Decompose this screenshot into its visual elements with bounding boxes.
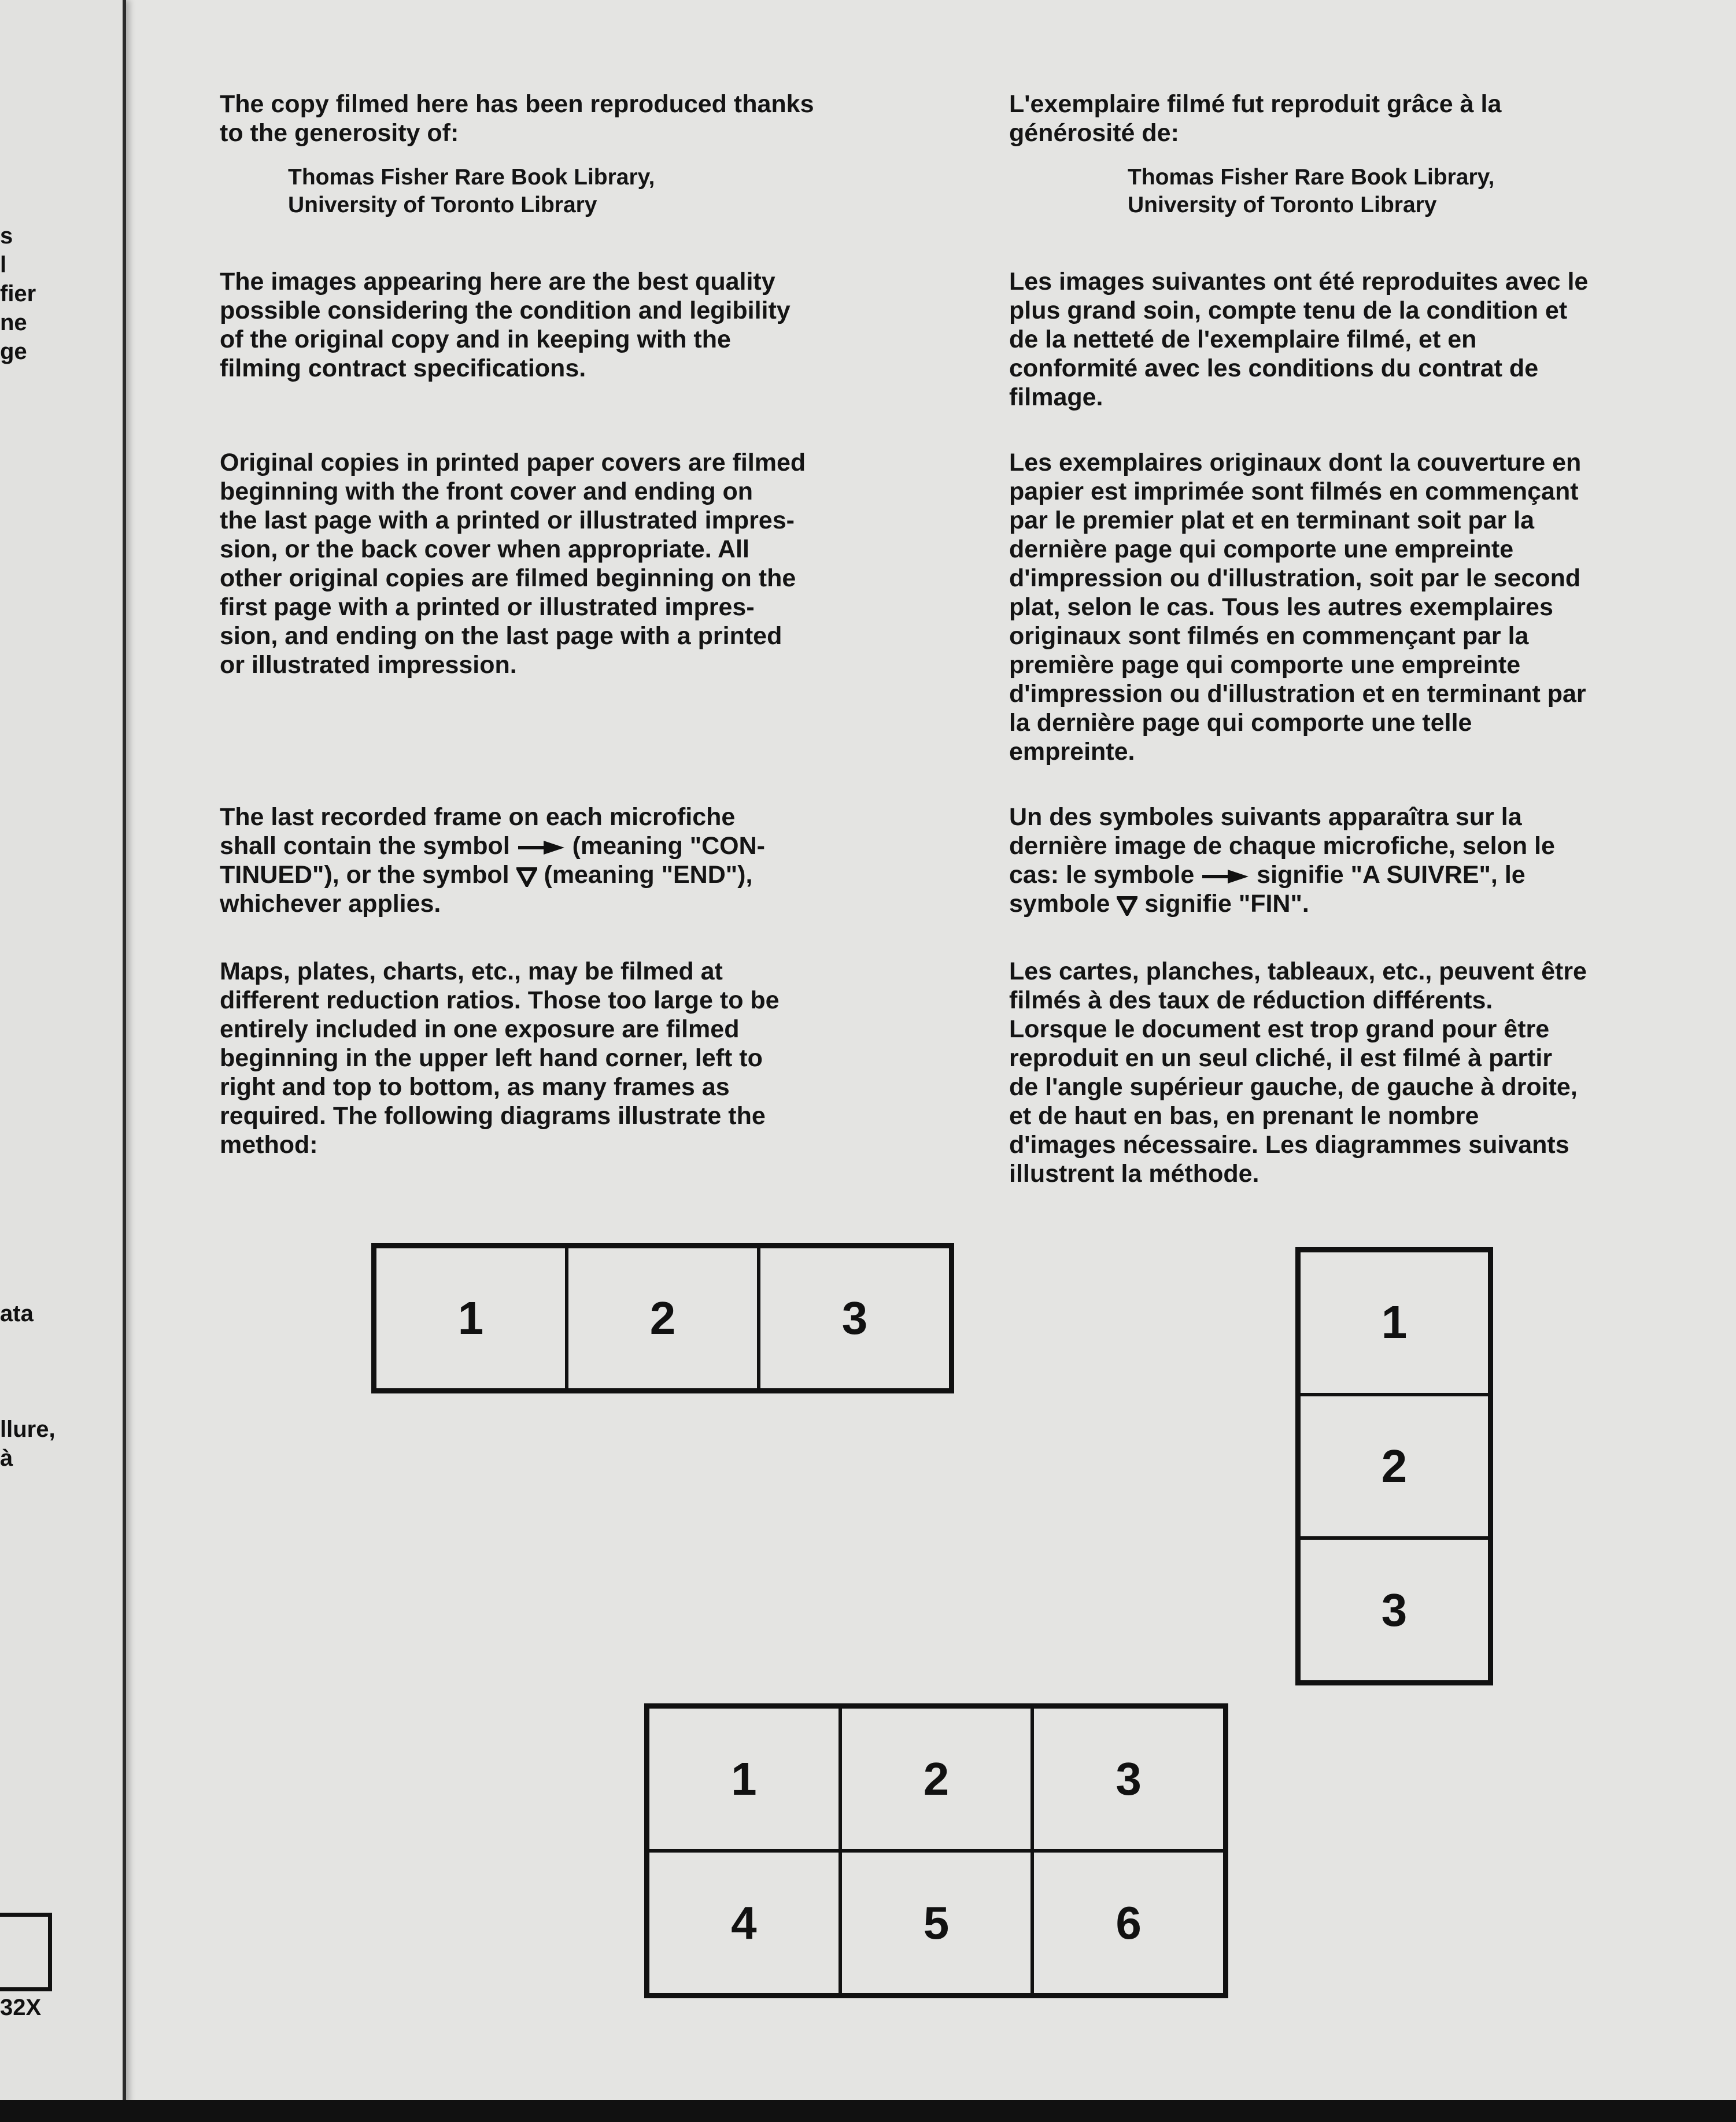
fr-image-quality: Les images suivantes ont été reproduites avec le plus grand soin, compte tenu de la condition et de la netteté de l'exemplaire filmé, et en conformité avec les conditions du contrat de filmage. <box>1009 268 1589 411</box>
strip-fragment: s <box>0 223 13 249</box>
en-maps-plates: Maps, plates, charts, etc., may be filmed at different reduction ratios. Those too large to be entirely included in one exposure are filmed beginning in the upper left hand corner, left to right and top to bottom, as many frames as required. The following diagrams illustrate the method: <box>220 958 780 1159</box>
diagram-six-frames <box>644 1703 1228 1998</box>
frame-cell: 2 <box>567 1247 759 1390</box>
frame-cell: 2 <box>1299 1395 1490 1539</box>
strip-fragment: llure, <box>0 1417 56 1442</box>
strip-fragment: l <box>0 252 7 278</box>
diagram-vertical-frames <box>1295 1247 1493 1685</box>
fr-maps-plates: Les cartes, planches, tableaux, etc., peuvent être filmés à des taux de réduction différents. Lorsque le document est trop grand pour être reproduit en un seul cliché, il est filmé à partir de l'angle supérieur gauche, de gauche à droite, et de haut en bas, en prenant le nombre d'images nécessaire. Les diagrammes suivants illustrent la méthode. <box>1009 958 1587 1188</box>
strip-fragment: fier <box>0 281 36 306</box>
en-original-copies: Original copies in printed paper covers are filmed beginning with the front cover and ending on the last page with a printed or illustrated impres- sion, or the back cover when appropriate. All other original copies are filmed beginning on the first page with a printed or illustrated impres- sion, and ending on the last page with a printed or illustrated impression. <box>220 449 806 679</box>
strip-fragment: à <box>0 1446 13 1471</box>
strip-fragment: ne <box>0 310 27 335</box>
fr-symbols: Un des symboles suivants apparaîtra sur la dernière image de chaque microfiche, selon le cas: le symbole signifie "A SUIVRE", le symbole signifie "FIN". <box>1009 803 1555 918</box>
frame-cell: 1 <box>648 1707 840 1851</box>
frame-cell: 3 <box>1299 1538 1490 1682</box>
en-image-quality: The images appearing here are the best quality possible considering the condition and legibility of the original copy and in keeping with the filming contract specifications. <box>220 268 791 382</box>
frame-cell: 5 <box>840 1851 1033 1995</box>
arrow-icon <box>1201 868 1250 885</box>
frame-cell: 6 <box>1032 1851 1225 1995</box>
en-acknowledgement: The copy filmed here has been reproduced thanks to the generosity of: <box>220 90 814 147</box>
strip-fragment: ata <box>0 1301 34 1326</box>
frame-cell: 1 <box>1299 1251 1490 1395</box>
strip-fragment: ge <box>0 339 27 364</box>
film-edge-bar <box>0 2100 1736 2122</box>
en-symbols: The last recorded frame on each microfiche shall contain the symbol (meaning "CON- TINUED"), or the symbol (meaning "END"), whichever applies. <box>220 803 765 918</box>
strip-box-frame <box>0 1913 52 1991</box>
frame-cell: 4 <box>648 1851 840 1995</box>
arrow-icon <box>517 839 566 856</box>
fr-acknowledgement: L'exemplaire filmé fut reproduit grâce à la générosité de: <box>1009 90 1502 147</box>
fr-original-copies: Les exemplaires originaux dont la couverture en papier est imprimée sont filmés en commençant par le premier plat et en terminant soit par la dernière page qui comporte une empreinte d'impression ou d'illustration, soit par le second plat, selon le cas. Tous les autres exemplaires originaux sont filmés en commençant par la première page qui comporte une empreinte d'impression ou d'illustration et en terminant par la dernière page qui comporte une telle empreinte. <box>1009 449 1586 766</box>
frame-cell: 1 <box>375 1247 567 1390</box>
adjacent-page-strip <box>0 0 126 2105</box>
diagram-horizontal-frames <box>371 1243 954 1393</box>
frame-cell: 3 <box>759 1247 951 1390</box>
triangle-down-icon <box>1117 895 1137 916</box>
fr-library-name: Thomas Fisher Rare Book Library, University of Toronto Library <box>1128 165 1495 217</box>
triangle-down-icon <box>516 866 537 887</box>
frame-cell: 3 <box>1032 1707 1225 1851</box>
en-library-name: Thomas Fisher Rare Book Library, University of Toronto Library <box>288 165 655 217</box>
frame-cell: 2 <box>840 1707 1033 1851</box>
strip-label: 32X <box>0 1995 42 2020</box>
